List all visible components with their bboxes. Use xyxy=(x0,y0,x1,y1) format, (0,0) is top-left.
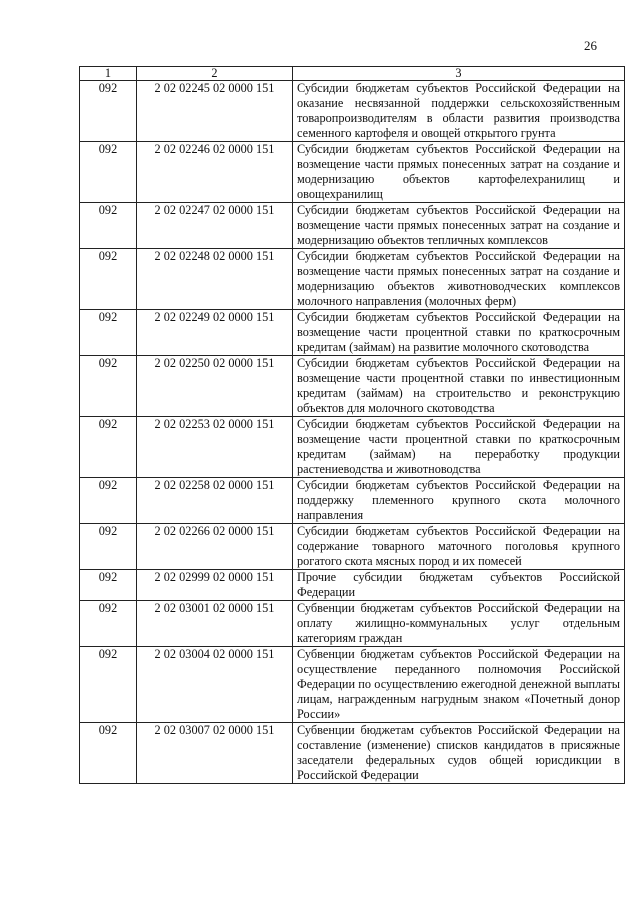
budget-code-cell: 2 02 02245 02 0000 151 xyxy=(137,81,293,142)
table-row xyxy=(80,81,625,142)
budget-code-cell: 2 02 02246 02 0000 151 xyxy=(137,142,293,203)
budget-code-cell: 2 02 03004 02 0000 151 xyxy=(137,647,293,723)
description-cell: Субсидии бюджетам субъектов Российской Федерации на возмещение части процентной ставки по краткосрочным кредитам (займам) на переработку продукции растениеводства и животноводства xyxy=(293,417,625,478)
admin-code-cell: 092 xyxy=(80,524,137,570)
column-header-1: 1 xyxy=(80,67,137,81)
budget-code-cell: 2 02 02250 02 0000 151 xyxy=(137,356,293,417)
column-header-2: 2 xyxy=(137,67,293,81)
table-row xyxy=(80,142,625,203)
description-cell: Субсидии бюджетам субъектов Российской Федерации на возмещение части процентной ставки по краткосрочным кредитам (займам) на развитие молочного скотоводства xyxy=(293,310,625,356)
table-row xyxy=(80,310,625,356)
table-row xyxy=(80,203,625,249)
table-row xyxy=(80,356,625,417)
budget-code-cell: 2 02 02248 02 0000 151 xyxy=(137,249,293,310)
admin-code-cell: 092 xyxy=(80,203,137,249)
budget-code-cell: 2 02 02258 02 0000 151 xyxy=(137,478,293,524)
admin-code-cell: 092 xyxy=(80,356,137,417)
description-cell: Субсидии бюджетам субъектов Российской Федерации на оказание несвязанной поддержки сельскохозяйственным товаропроизводителям в области развития производства семенного картофеля и овощей открытого грунта xyxy=(293,81,625,142)
budget-code-cell: 2 02 02247 02 0000 151 xyxy=(137,203,293,249)
table-row xyxy=(80,601,625,647)
budget-code-cell: 2 02 03001 02 0000 151 xyxy=(137,601,293,647)
admin-code-cell: 092 xyxy=(80,570,137,601)
admin-code-cell: 092 xyxy=(80,310,137,356)
description-cell: Субсидии бюджетам субъектов Российской Федерации на поддержку племенного крупного скота молочного направления xyxy=(293,478,625,524)
description-cell: Субвенции бюджетам субъектов Российской Федерации на оплату жилищно-коммунальных услуг отдельным категориям граждан xyxy=(293,601,625,647)
admin-code-cell: 092 xyxy=(80,647,137,723)
description-cell: Субсидии бюджетам субъектов Российской Федерации на содержание товарного маточного поголовья крупного рогатого скота мясных пород и их помесей xyxy=(293,524,625,570)
budget-code-cell: 2 02 02266 02 0000 151 xyxy=(137,524,293,570)
table-row xyxy=(80,524,625,570)
budget-code-cell: 2 02 02999 02 0000 151 xyxy=(137,570,293,601)
budget-code-cell: 2 02 03007 02 0000 151 xyxy=(137,723,293,784)
column-header-3: 3 xyxy=(293,67,625,81)
table-header-row xyxy=(80,67,625,81)
budget-code-cell: 2 02 02253 02 0000 151 xyxy=(137,417,293,478)
description-cell: Субвенции бюджетам субъектов Российской Федерации на составление (изменение) списков кандидатов в присяжные заседатели федеральных судов общей юрисдикции в Российской Федерации xyxy=(293,723,625,784)
description-cell: Субвенции бюджетам субъектов Российской Федерации на осуществление переданного полномочия Российской Федерации по осуществлению ежегодной денежной выплаты лицам, награжденным нагрудным знаком «Почетный донор России» xyxy=(293,647,625,723)
description-cell: Прочие субсидии бюджетам субъектов Российской Федерации xyxy=(293,570,625,601)
description-cell: Субсидии бюджетам субъектов Российской Федерации на возмещение части процентной ставки по инвестиционным кредитам (займам) на строительство и реконструкцию объектов для молочного скотоводства xyxy=(293,356,625,417)
budget-classification-table xyxy=(79,66,625,784)
table-row xyxy=(80,723,625,784)
description-cell: Субсидии бюджетам субъектов Российской Федерации на возмещение части прямых понесенных затрат на создание и модернизацию объектов животноводческих комплексов молочного направления (молочных ферм) xyxy=(293,249,625,310)
table-row xyxy=(80,647,625,723)
description-cell: Субсидии бюджетам субъектов Российской Федерации на возмещение части прямых понесенных затрат на создание и модернизацию объектов картофелехранилищ и овощехранилищ xyxy=(293,142,625,203)
admin-code-cell: 092 xyxy=(80,142,137,203)
admin-code-cell: 092 xyxy=(80,478,137,524)
table-row xyxy=(80,417,625,478)
admin-code-cell: 092 xyxy=(80,249,137,310)
admin-code-cell: 092 xyxy=(80,81,137,142)
table-row xyxy=(80,249,625,310)
admin-code-cell: 092 xyxy=(80,417,137,478)
description-cell: Субсидии бюджетам субъектов Российской Федерации на возмещение части прямых понесенных затрат на создание и модернизацию объектов тепличных комплексов xyxy=(293,203,625,249)
budget-code-cell: 2 02 02249 02 0000 151 xyxy=(137,310,293,356)
admin-code-cell: 092 xyxy=(80,601,137,647)
table-row xyxy=(80,570,625,601)
page-number: 26 xyxy=(584,38,597,53)
table-row xyxy=(80,478,625,524)
admin-code-cell: 092 xyxy=(80,723,137,784)
